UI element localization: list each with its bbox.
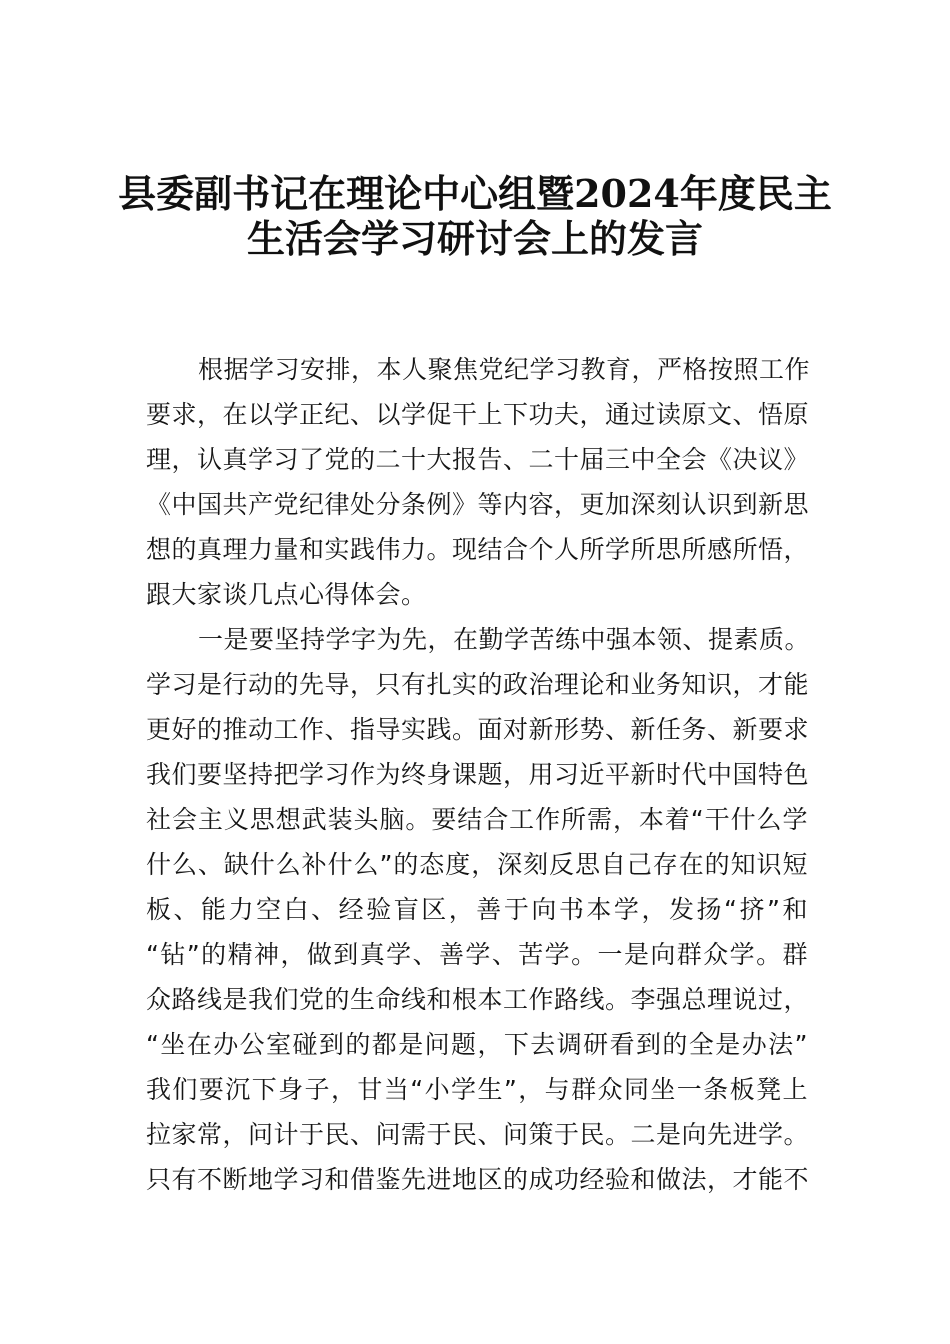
body-line: 想的真理力量和实践伟力。现结合个人所学所思所感所悟， [146, 535, 810, 564]
body-line: 什么、缺什么补什么”的态度，深刻反思自己存在的知识短 [146, 850, 808, 879]
body-line: 根据学习安排，本人聚焦党纪学习教育，严格按照工作 [198, 355, 811, 384]
body-line: 我们要坚持把学习作为终身课题，用习近平新时代中国特色 [146, 760, 810, 789]
body-line: “钻”的精神，做到真学、善学、苦学。一是向群众学。群 [146, 940, 808, 969]
body-line: 理，认真学习了党的二十大报告、二十届三中全会《决议》 [146, 445, 810, 474]
body-line: 板、能力空白、经验盲区，善于向书本学，发扬“挤”和 [146, 895, 808, 924]
body-line: 众路线是我们党的生命线和根本工作路线。李强总理说过， [146, 985, 810, 1014]
document-title-line-1: 县委副书记在理论中心组暨2024年度民主 [118, 171, 832, 216]
body-line: 社会主义思想武装头脑。要结合工作所需，本着“干什么学 [146, 805, 808, 834]
body-line: 一是要坚持学字为先，在勤学苦练中强本领、提素质。 [198, 625, 811, 654]
body-line: 我们要沉下身子，甘当“小学生”，与群众同坐一条板凳上 [146, 1075, 808, 1104]
document-title-line-2: 生活会学习研讨会上的发言 [246, 216, 703, 261]
body-line: 跟大家谈几点心得体会。 [146, 580, 427, 609]
body-line: “坐在办公室碰到的都是问题，下去调研看到的全是办法” [146, 1030, 808, 1059]
body-line: 更好的推动工作、指导实践。面对新形势、新任务、新要求 [146, 715, 810, 744]
body-line: 《中国共产党纪律处分条例》等内容，更加深刻认识到新思 [146, 490, 810, 519]
body-line: 拉家常，问计于民、问需于民、问策于民。二是向先进学。 [146, 1120, 810, 1149]
body-line: 学习是行动的先导，只有扎实的政治理论和业务知识，才能 [146, 670, 810, 699]
body-line: 要求，在以学正纪、以学促干上下功夫，通过读原文、悟原 [146, 400, 810, 429]
body-line: 只有不断地学习和借鉴先进地区的成功经验和做法，才能不 [146, 1165, 810, 1194]
